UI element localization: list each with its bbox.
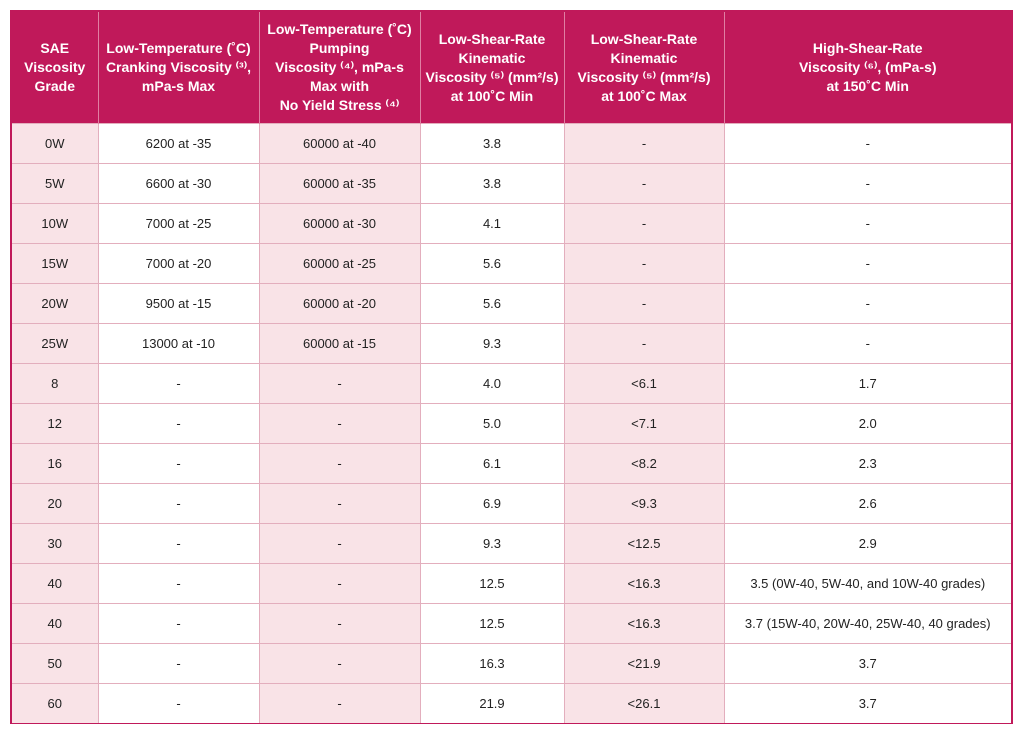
cell-cranking: - [98,364,259,404]
viscosity-table-frame [10,10,1013,724]
cell-pumping: 60000 at -15 [259,324,420,364]
cell-kin-min: 6.9 [420,484,564,524]
cell-kin-min: 21.9 [420,684,564,724]
cell-kin-max: <12.5 [564,524,724,564]
cell-cranking: - [98,524,259,564]
cell-kin-min: 4.0 [420,364,564,404]
table-row [12,244,1011,284]
cell-kin-min: 5.6 [420,244,564,284]
cell-high-shear: 3.7 [724,644,1011,684]
cell-cranking: - [98,604,259,644]
cell-pumping: - [259,484,420,524]
cell-kin-min: 3.8 [420,124,564,164]
header-line: Viscosity ⁽⁴⁾, mPa-s [275,59,404,75]
cell-pumping: - [259,604,420,644]
cell-cranking: 13000 at -10 [98,324,259,364]
table-row [12,204,1011,244]
header-line: Low-Temperature (˚C) [106,40,251,56]
header-line: at 100˚C Max [601,87,687,104]
cell-pumping: - [259,444,420,484]
cell-kin-min: 6.1 [420,444,564,484]
cell-cranking: - [98,644,259,684]
cell-kin-max: <16.3 [564,564,724,604]
header-line: Cranking Viscosity ⁽³⁾, [105,59,252,75]
cell-high-shear: 2.0 [724,404,1011,444]
cell-kin-min: 12.5 [420,604,564,644]
cell-high-shear: - [724,124,1011,164]
cell-grade: 40 [12,604,98,644]
table-header [12,12,1011,124]
cell-cranking: - [98,484,259,524]
header-line: Viscosity ⁽⁶⁾, (mPa-s) [798,59,937,75]
cell-grade: 50 [12,644,98,684]
table-row [12,364,1011,404]
header-line: mPa-s Max [141,78,216,94]
cell-high-shear: 3.7 (15W-40, 20W-40, 25W-40, 40 grades) [724,604,1011,644]
cell-cranking: - [98,684,259,724]
header-line: Kinematic [610,49,678,66]
header-line: Viscosity [24,59,86,75]
cell-cranking: 7000 at -20 [98,244,259,284]
cell-kin-max: <9.3 [564,484,724,524]
table-row [12,604,1011,644]
cell-grade: 30 [12,524,98,564]
cell-grade: 20 [12,484,98,524]
cell-grade: 0W [12,124,98,164]
cell-high-shear: 3.7 [724,684,1011,724]
cell-grade: 16 [12,444,98,484]
table-row [12,444,1011,484]
header-kinematic-max [564,12,724,124]
cell-grade: 5W [12,164,98,204]
cell-kin-max: - [564,204,724,244]
cell-kin-min: 16.3 [420,644,564,684]
header-line: Low-Shear-Rate [590,30,698,47]
header-line: Low-Shear-Rate [438,30,546,47]
cell-cranking: - [98,564,259,604]
header-line: High-Shear-Rate [812,40,923,56]
cell-cranking: 6200 at -35 [98,124,259,164]
cell-high-shear: 1.7 [724,364,1011,404]
cell-kin-min: 4.1 [420,204,564,244]
header-high-shear [724,12,1011,124]
cell-pumping: - [259,404,420,444]
header-line: Pumping [309,40,370,56]
table-row [12,164,1011,204]
header-kinematic-min [420,12,564,124]
cell-grade: 40 [12,564,98,604]
cell-high-shear: - [724,164,1011,204]
cell-kin-min: 9.3 [420,524,564,564]
cell-high-shear: 2.6 [724,484,1011,524]
table-body [12,124,1011,724]
cell-cranking: 6600 at -30 [98,164,259,204]
header-line: Max with [309,78,370,94]
cell-pumping: 60000 at -30 [259,204,420,244]
header-pumping-viscosity [259,12,420,124]
header-line: SAE [40,40,70,56]
sae-viscosity-table [12,12,1011,723]
header-line: Viscosity ⁽⁵⁾ (mm²/s) [425,68,559,85]
table-row [12,644,1011,684]
cell-kin-min: 3.8 [420,164,564,204]
table-row [12,284,1011,324]
cell-kin-max: <8.2 [564,444,724,484]
cell-kin-max: <16.3 [564,604,724,644]
header-line: Kinematic [458,49,526,66]
table-row [12,564,1011,604]
cell-pumping: - [259,364,420,404]
cell-pumping: 60000 at -25 [259,244,420,284]
cell-kin-max: - [564,324,724,364]
cell-grade: 12 [12,404,98,444]
table-row [12,404,1011,444]
header-line: at 100˚C Min [450,87,534,104]
table-row [12,124,1011,164]
cell-grade: 60 [12,684,98,724]
cell-high-shear: - [724,324,1011,364]
cell-grade: 10W [12,204,98,244]
cell-kin-max: <21.9 [564,644,724,684]
cell-pumping: - [259,684,420,724]
header-line: at 150˚C Min [826,78,909,94]
cell-cranking: - [98,444,259,484]
table-row [12,684,1011,724]
cell-cranking: - [98,404,259,444]
cell-kin-min: 5.6 [420,284,564,324]
cell-kin-min: 9.3 [420,324,564,364]
cell-kin-max: <6.1 [564,364,724,404]
header-line: Grade [34,78,75,94]
cell-grade: 20W [12,284,98,324]
cell-kin-max: - [564,164,724,204]
cell-kin-min: 5.0 [420,404,564,444]
cell-kin-max: <26.1 [564,684,724,724]
header-row [12,12,1011,124]
cell-kin-min: 12.5 [420,564,564,604]
cell-pumping: 60000 at -35 [259,164,420,204]
cell-grade: 15W [12,244,98,284]
cell-grade: 25W [12,324,98,364]
cell-high-shear: - [724,244,1011,284]
header-line: No Yield Stress ⁽⁴⁾ [279,97,400,113]
cell-high-shear: - [724,204,1011,244]
cell-pumping: - [259,644,420,684]
cell-high-shear: 2.9 [724,524,1011,564]
cell-high-shear: - [724,284,1011,324]
table-row [12,524,1011,564]
header-cranking-viscosity [98,12,259,124]
table-row [12,484,1011,524]
cell-high-shear: 3.5 (0W-40, 5W-40, and 10W-40 grades) [724,564,1011,604]
cell-kin-max: - [564,244,724,284]
cell-cranking: 7000 at -25 [98,204,259,244]
cell-cranking: 9500 at -15 [98,284,259,324]
cell-kin-max: - [564,284,724,324]
cell-kin-max: <7.1 [564,404,724,444]
cell-pumping: - [259,524,420,564]
table-row [12,324,1011,364]
header-sae-grade [12,12,98,124]
cell-kin-max: - [564,124,724,164]
cell-high-shear: 2.3 [724,444,1011,484]
cell-pumping: 60000 at -40 [259,124,420,164]
cell-grade: 8 [12,364,98,404]
cell-pumping: 60000 at -20 [259,284,420,324]
header-line: Low-Temperature (˚C) [267,21,412,37]
header-line: Viscosity ⁽⁵⁾ (mm²/s) [577,68,711,85]
cell-pumping: - [259,564,420,604]
